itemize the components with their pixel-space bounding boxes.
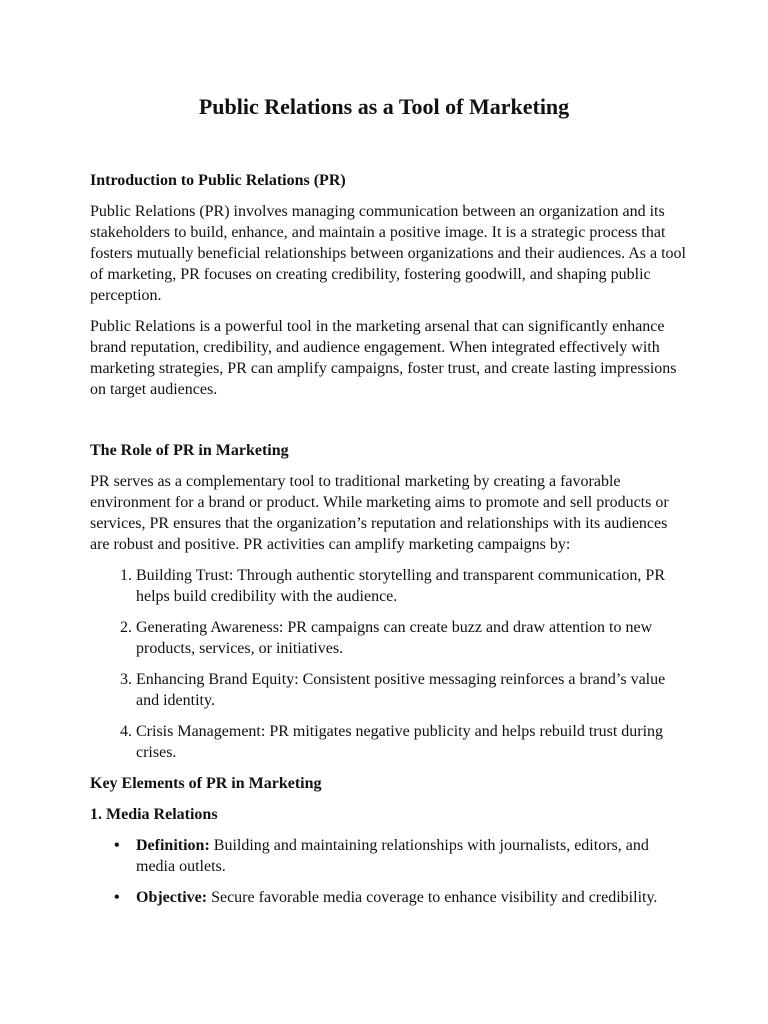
section-heading-role: The Role of PR in Marketing (90, 442, 289, 459)
section-heading-key-elements: Key Elements of PR in Marketing (90, 775, 322, 792)
intro-paragraph: Public Relations (PR) involves managing communication between an organization and its stakeholders to build, enhance, and maintain a positive image. It is a strategic process that fosters mutually beneficial relationships between organizations and their audiences. As a tool of marketing, PR focuses on creating credibility, fostering goodwill, and shaping public perception. (90, 203, 686, 304)
bullet-icon: • (114, 837, 120, 854)
list-item (114, 835, 690, 877)
document-body (90, 170, 690, 918)
media-relations-bullet-list (90, 835, 690, 908)
document-title: Public Relations as a Tool of Marketing (198, 94, 570, 119)
role-paragraph: PR serves as a complementary tool to traditional marketing by creating a favorable environment for a brand or product. While marketing aims to promote and sell products or services, PR ensures that the organization’s reputation and relationships with its audiences are robust and positive. PR activities can amplify marketing campaigns by: (90, 473, 669, 553)
role-numbered-list (90, 565, 690, 763)
intro-paragraph: Public Relations is a powerful tool in the marketing arsenal that can significantly enhance brand reputation, credibility, and audience engagement. When integrated effectively with marketing strategies, PR can amplify campaigns, foster trust, and create lasting impressions on target audiences. (90, 318, 677, 398)
list-item: 2. Generating Awareness: PR campaigns can create buzz and draw attention to new products, services, or initiatives. (136, 617, 690, 659)
section-spacer (90, 410, 690, 440)
bullet-term: Definition: (136, 837, 210, 854)
list-item (114, 887, 690, 908)
bullet-icon: • (114, 889, 120, 906)
list-item: 4. Crisis Management: PR mitigates negative publicity and helps rebuild trust during crises. (136, 721, 690, 763)
bullet-text: Secure favorable media coverage to enhance visibility and credibility. (207, 889, 658, 906)
section-heading-introduction: Introduction to Public Relations (PR) (90, 172, 346, 189)
subsection-heading-media-relations: 1. Media Relations (90, 806, 218, 823)
bullet-text: Building and maintaining relationships with journalists, editors, and media outlets. (136, 837, 649, 875)
list-item: 3. Enhancing Brand Equity: Consistent positive messaging reinforces a brand’s value and identity. (136, 669, 690, 711)
list-item: 1. Building Trust: Through authentic storytelling and transparent communication, PR helps build credibility with the audience. (136, 565, 690, 607)
bullet-term: Objective: (136, 889, 208, 906)
